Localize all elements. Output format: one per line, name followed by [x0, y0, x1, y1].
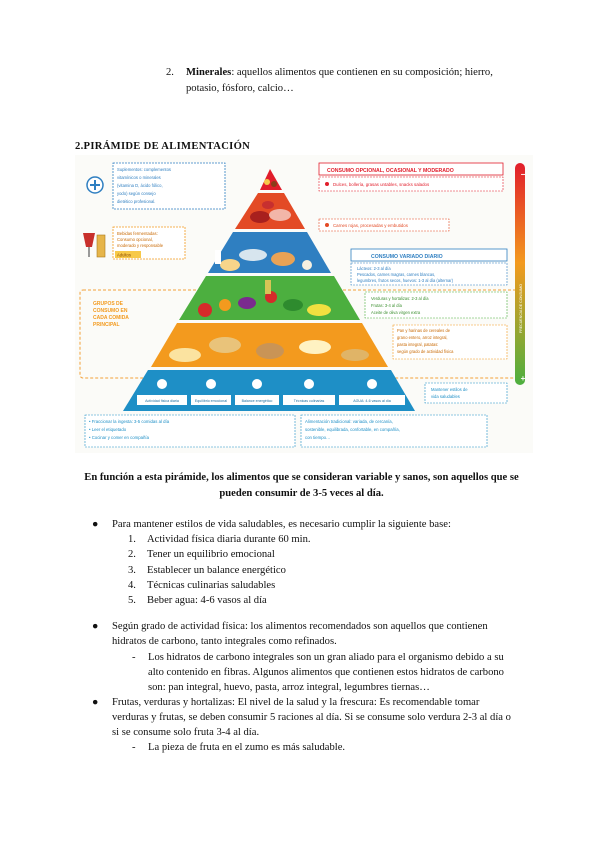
fermented-drinks-text: Bebidas fermentadas: — [117, 231, 158, 236]
supplements-text: vitamínicos o minerales — [117, 175, 161, 180]
intro-number: 2. — [166, 67, 174, 78]
bullet3-dash: La pieza de fruta en el zumo es más saludable. — [148, 742, 346, 753]
bullet-dot: ● — [92, 697, 99, 708]
fermented-drinks-text: Consumo opcional, — [117, 237, 153, 242]
base-list — [128, 534, 311, 610]
supplements-text: (vitamina D, ácido fólico, — [117, 183, 163, 188]
list-item: 5. Beber agua: 4-6 vasos al día — [128, 595, 267, 607]
bullet-dot: ● — [92, 621, 99, 632]
bullet2-line-2: hidratos de carbono, tanto integrales como refinados. — [112, 636, 337, 647]
supplements-text: yodo) según consejo — [117, 191, 156, 196]
cereals-text: Pan y harinas de cereales de — [397, 328, 451, 333]
bullet2-line-1: Según grado de actividad física: los alimentos recomendados son aquellos que contienen — [112, 621, 488, 632]
bullet2-dash-3: son: pan integral, huevo, pasta, arroz integral, legumbres tiernas… — [148, 682, 430, 693]
optional-title: CONSUMO OPCIONAL, OCASIONAL Y MODERADO — [327, 168, 454, 174]
frequency-label: FRECUENCIA DE CONSUMO — [519, 284, 523, 333]
statement-line-1: En función a esta pirámide, los alimentos que se consideran variable y sanos, son aquellos que se — [84, 472, 519, 483]
bottom-left-text: • Cocinar y comer en compañía — [89, 435, 150, 440]
base-label-text: Actividad física diaria — [145, 399, 179, 403]
healthy-lifestyle-text: vida saludables — [431, 394, 460, 399]
fruits-text: Verduras y hortalizas: 2-3 al día — [371, 296, 429, 301]
cereals-text: pasta integral, patatas: — [397, 342, 439, 347]
food-pyramid-figure — [75, 155, 533, 453]
intro-line-2: potasio, fósforo, calcio… — [186, 83, 294, 94]
base-label-text: Balance energético — [241, 399, 273, 403]
bottom-right-text: sostenible, equilibrada, confortable, en compañía, — [305, 427, 400, 432]
intro-rest: : aquellos alimentos que contienen en su composición; hierro, — [231, 67, 493, 78]
svg-text:+: + — [520, 374, 526, 383]
fruits-box — [365, 292, 507, 318]
bullet1-text: Para mantener estilos de vida saludables, es necesario cumplir la siguiente base: — [112, 519, 451, 530]
list-item: 3. Establecer un balance energético — [128, 564, 286, 576]
fermented-drinks-text: moderado y responsable — [117, 243, 164, 248]
cereals-text: según grado de actividad física — [397, 349, 454, 354]
bottom-left-text: • Fraccionar la ingesta: 3-5 comidas al día — [89, 419, 170, 424]
group-label-text: GRUPOS DE — [93, 301, 124, 307]
section-heading: 2.PIRÁMIDE DE ALIMENTACIÓN — [75, 141, 251, 152]
frequency-bar — [515, 163, 525, 385]
cereals-box — [393, 325, 507, 359]
intro-term: Minerales — [186, 67, 232, 78]
bullet2-dash-2: alto contenido en fibras. Algunos alimentos que contienen estos hidratos de carbono — [148, 667, 504, 678]
adults-label: Adultos — [117, 252, 131, 258]
base-icon — [252, 379, 262, 389]
base-icon — [367, 379, 377, 389]
base-label-text: Técnicas culinarias — [293, 399, 325, 403]
varied-daily-text: legumbres, frutos secos, huevos: 1-3 al día (alternar) — [357, 278, 454, 283]
base-label-text: AGUA: 4-6 vasos al día — [353, 399, 391, 403]
dash: - — [132, 652, 136, 663]
bullet2-dash-1: Los hidratos de carbono integrales son un gran aliado para el organismo debido a su — [148, 652, 504, 663]
base-icon — [206, 379, 216, 389]
group-label-text: PRINCIPAL — [93, 322, 120, 328]
bullet-dot: ● — [92, 519, 99, 530]
bottom-left-text: • Leer el etiquetado — [89, 427, 127, 432]
bullet3-line-1: Frutas, verduras y hortalizas: El nivel de la salud y la frescura: Es recomendable tomar — [112, 697, 480, 708]
supplements-text: dietético profesional. — [117, 199, 156, 204]
fruits-text: Frutas: 3-4 al día — [371, 303, 402, 308]
list-item: 1. Actividad física diaria durante 60 min. — [128, 534, 311, 545]
svg-text:−: − — [520, 170, 526, 179]
list-item: 4. Técnicas culinarias saludables — [128, 579, 276, 591]
varied-daily-box — [351, 249, 507, 285]
varied-title: CONSUMO VARIADO DIARIO — [371, 254, 443, 260]
base-icon — [304, 379, 314, 389]
dash: - — [132, 742, 136, 753]
bottom-right-text: Alimentación tradicional: variada, de cercanía, — [305, 419, 393, 424]
intro-line-1 — [186, 67, 493, 78]
base-icon — [157, 379, 167, 389]
varied-daily-text: Lácteos: 2-3 al día — [357, 266, 391, 271]
optional-items: Dulces, bollería, grasas untables, snacks salados — [333, 182, 430, 187]
group-label-text: CADA COMIDA — [93, 315, 129, 321]
cereals-text: grano entero, arroz integral, — [397, 335, 448, 340]
bottom-right-text: con tiempo… — [305, 435, 331, 440]
statement-line-2: pueden consumir de 3-5 veces al día. — [219, 488, 384, 499]
varied-daily-text: Pescados, carnes magras, carnes blancas, — [357, 272, 436, 277]
supplements-text: Suplementos: complementos — [117, 167, 171, 172]
healthy-lifestyle-text: Mantener estilos de — [431, 387, 468, 392]
red-meat-items: Carnes rojas, procesadas y embutidos — [333, 223, 408, 228]
group-label-text: CONSUMO EN — [93, 308, 128, 314]
bullet3-line-3: si se consume solo fruta 3-4 al día. — [112, 727, 260, 738]
list-item: 2. Tener un equilibrio emocional — [128, 549, 275, 561]
fruits-text: Aceite de oliva virgen extra — [371, 310, 421, 315]
bullet3-line-2: verduras y frutas, se deben consumir 5 raciones al día. Si se consume solo verdura 2-3 al día o — [112, 712, 511, 723]
healthy-lifestyle-box — [425, 383, 507, 403]
base-label-text: Equilibrio emocional — [194, 399, 228, 403]
